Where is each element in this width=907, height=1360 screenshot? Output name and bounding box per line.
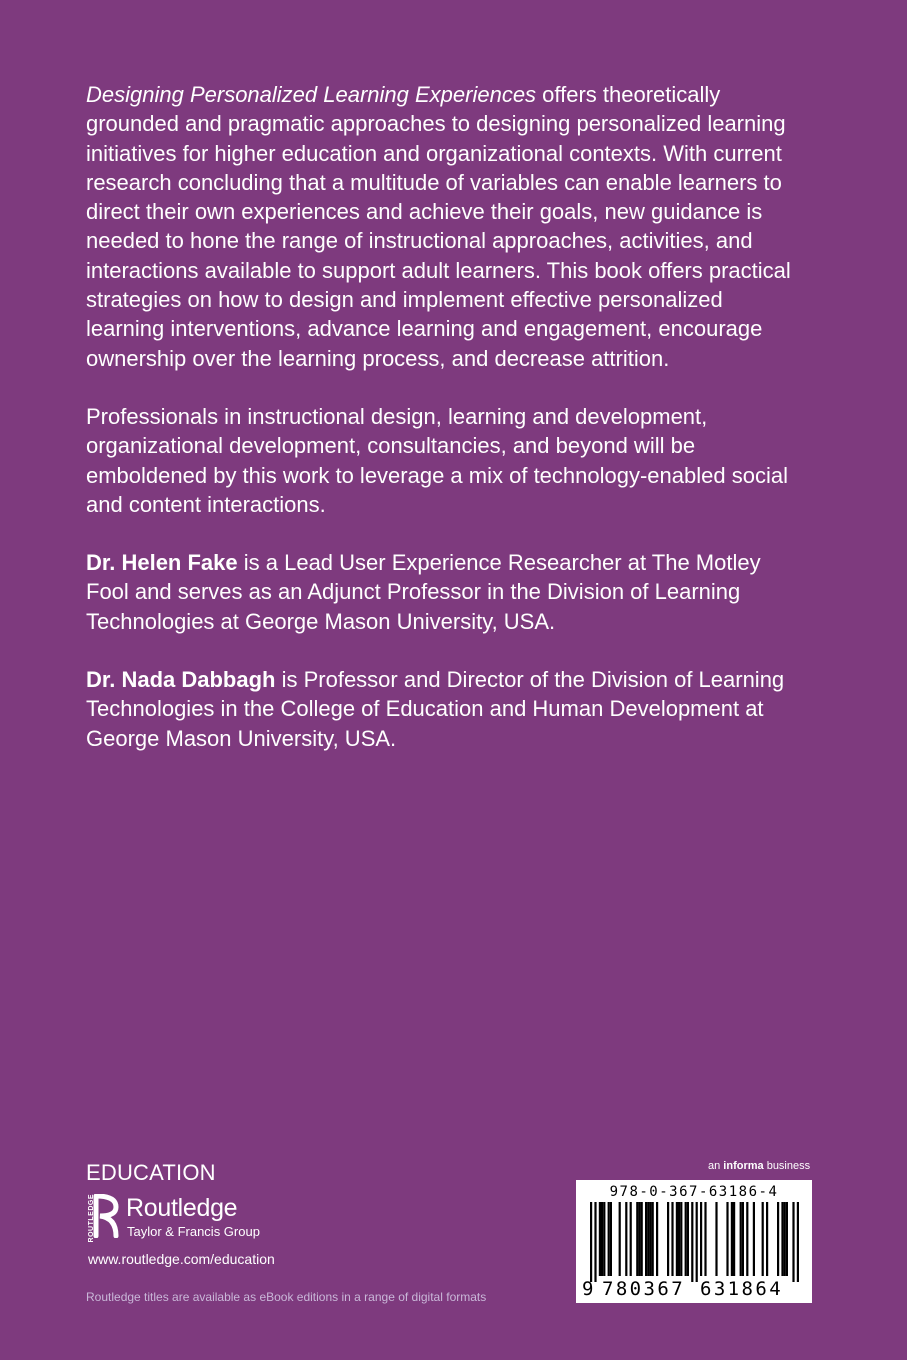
barcode-bar bbox=[726, 1202, 728, 1276]
barcode-bar bbox=[649, 1202, 651, 1276]
description-paragraph-1 bbox=[86, 80, 806, 373]
barcode-bar bbox=[762, 1202, 764, 1276]
description-text-1: offers theoretically grounded and pragmatic approaches to designing personalized learning initiatives for higher education and organizational contexts. With current research concluding that a multitude of variables can enable learners to direct their own experiences and achieve their goals, new guidance is needed to hone the range of instructional approaches, activities, and interactions available to support adult learners. This book offers practical strategies on how to design and implement effective personalized learning interventions, advance learning and engagement, encourage ownership over the learning process, and decrease attrition. bbox=[86, 82, 791, 371]
barcode-bar bbox=[781, 1202, 783, 1276]
publisher-website: www.routledge.com/education bbox=[88, 1251, 275, 1267]
barcode-bar bbox=[766, 1202, 768, 1276]
barcode-bar bbox=[676, 1202, 678, 1276]
description-paragraph-2: Professionals in instructional design, learning and development, organizational development, consultancies, and beyond will be emboldened by this work to leverage a mix of technology-enabled social and content interactions. bbox=[86, 403, 788, 517]
barcode-bar bbox=[594, 1202, 596, 1282]
informa-brand: informa bbox=[723, 1160, 764, 1172]
barcode-bar bbox=[638, 1202, 640, 1276]
barcode-bar bbox=[652, 1202, 654, 1276]
barcode-digit-lead: 9 bbox=[582, 1278, 594, 1300]
barcode-bar bbox=[704, 1202, 706, 1276]
routledge-logo-vertical-text: ROUTLEDGE bbox=[88, 1194, 95, 1243]
barcode-bar bbox=[740, 1202, 742, 1276]
barcode-bar bbox=[603, 1202, 605, 1276]
ebook-note: Routledge titles are available as eBook editions in a range of digital formats bbox=[86, 1290, 487, 1304]
barcode-bars bbox=[576, 1202, 812, 1282]
barcode-bar bbox=[696, 1202, 698, 1282]
barcode-bar bbox=[691, 1202, 693, 1282]
author-bio-text-2: is Professor and Director of the Division of Learning Technologies in the College of Education and Human Development at George Mason University, USA. bbox=[86, 667, 785, 751]
barcode-bar bbox=[792, 1202, 794, 1282]
informa-business-label bbox=[708, 1160, 810, 1172]
barcode-bar bbox=[715, 1202, 717, 1276]
barcode-bar bbox=[656, 1202, 658, 1276]
publisher-name: Routledge bbox=[126, 1194, 238, 1222]
barcode-bar bbox=[641, 1202, 643, 1276]
book-title: Designing Personalized Learning Experiences bbox=[86, 82, 537, 107]
routledge-logo bbox=[86, 1190, 346, 1242]
barcode-bar bbox=[685, 1202, 687, 1276]
barcode-bar bbox=[671, 1202, 673, 1276]
barcode-bar bbox=[590, 1202, 592, 1282]
barcode-bar bbox=[667, 1202, 669, 1276]
barcode-bar bbox=[630, 1202, 632, 1276]
author-name-1: Dr. Helen Fake bbox=[86, 550, 238, 576]
barcode-bar bbox=[645, 1202, 647, 1276]
barcode-bar bbox=[777, 1202, 779, 1276]
publisher-group: Taylor & Francis Group bbox=[127, 1224, 260, 1239]
barcode-bar bbox=[625, 1202, 627, 1276]
barcode-bar bbox=[601, 1202, 603, 1276]
barcode-bar bbox=[700, 1202, 702, 1276]
barcode-bar bbox=[636, 1202, 638, 1276]
barcode-bar bbox=[733, 1202, 735, 1276]
barcode-bar bbox=[797, 1202, 799, 1282]
back-cover-text bbox=[86, 80, 806, 782]
barcode-bar bbox=[599, 1202, 601, 1276]
barcode-digits-right: 631864 bbox=[700, 1278, 784, 1300]
informa-suffix: business bbox=[763, 1160, 811, 1172]
author-bio-1 bbox=[86, 548, 806, 636]
informa-prefix: an bbox=[708, 1160, 724, 1172]
barcode-bar bbox=[687, 1202, 689, 1276]
author-name-2: Dr. Nada Dabbagh bbox=[86, 667, 276, 693]
barcode-bar bbox=[786, 1202, 788, 1276]
barcode-bar bbox=[610, 1202, 612, 1276]
isbn-number: 978-0-367-63186-4 bbox=[609, 1184, 779, 1200]
barcode-bar bbox=[753, 1202, 755, 1276]
barcode-bar bbox=[742, 1202, 744, 1276]
barcode-bar bbox=[680, 1202, 682, 1276]
barcode-bar bbox=[731, 1202, 733, 1276]
category-label: EDUCATION bbox=[86, 1160, 216, 1185]
barcode-bar bbox=[784, 1202, 786, 1276]
isbn-barcode bbox=[576, 1180, 812, 1303]
barcode-bar bbox=[608, 1202, 610, 1276]
author-bio-2 bbox=[86, 665, 806, 753]
barcode-bar bbox=[619, 1202, 621, 1276]
barcode-bar bbox=[647, 1202, 649, 1276]
barcode-bar bbox=[678, 1202, 680, 1276]
author-bio-text-1: is a Lead User Experience Researcher at The Motley Fool and serves as an Adjunct Professor in the Division of Learning Technologies at George Mason University, USA. bbox=[86, 550, 761, 634]
barcode-bar bbox=[746, 1202, 748, 1276]
barcode-digits-left: 780367 bbox=[602, 1278, 686, 1300]
